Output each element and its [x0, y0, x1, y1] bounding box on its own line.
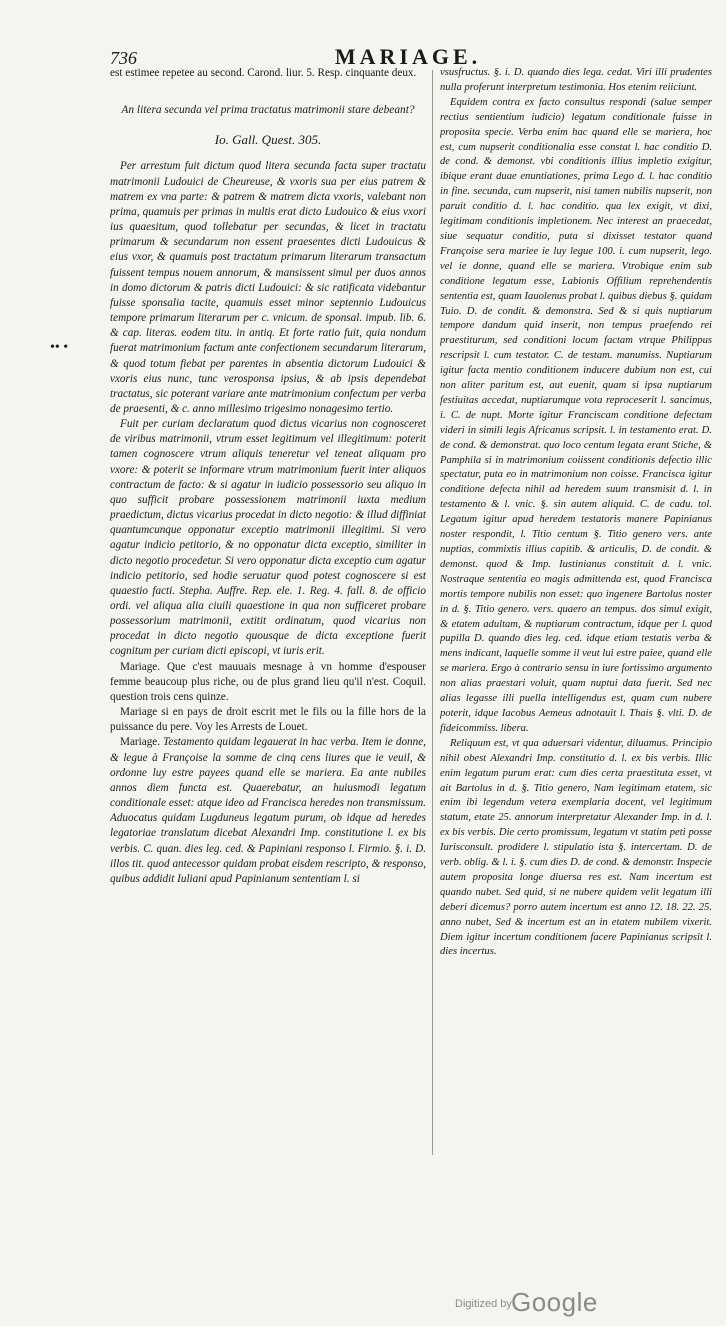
right-paragraph-3: Reliquum est, vt qua aduersari videntur, diluamus. Principio nihil obest Alexandri Imp. constitutio d. l. ex bis verbis. Illic enim legatum purum erat: cum dies certa praestituta esset, vt ait Bartolus in d. §. Titio genero, Nam legitimam etatem, sic enim ibi legendum vetera exemplaria docent, vel legitimum statum, etate 25. annorum interpretatur Alexander Imp. in d. l. ex bis verbis. Die certo promissum, legatum vt statim peti posse Iurisconsult. prodidere l. stipulatio ista §. intercertam. D. de verb. oblig. & l. i. §. cum dies D. de cond. & demonstr. Inspecie autem proposita longe diuersa res est. Nam incertum est quando nubet. Sed quid, si ne nubere quidem velit legatum illi deberi dicemus? porro autem incertum est anno 12. 18. 22. 25. anno nubet, Sed & incertum est an in etatem nubilem vixerit. Diem igitur incertum conditionem facere Papinianus scripsit l. dies incertus.	[440, 737, 712, 958]
entry-lead: Mariage.	[120, 736, 161, 749]
page-number: 736	[110, 48, 137, 68]
right-column	[440, 66, 712, 1156]
section-title: An litera secunda vel prima tractatus matrimonii stare debeant?	[121, 104, 415, 117]
left-paragraph-4: Mariage si en pays de droit escrit met le fils ou la fille hors de la puissance du pere. Voy les Arrests de Louet.	[110, 706, 426, 734]
running-head: MARIAGE.	[334, 44, 482, 69]
digitized-by-label: Digitized by	[455, 1298, 512, 1310]
left-paragraph-5	[110, 735, 426, 887]
left-column	[110, 66, 426, 1156]
entry-body: Testamento quidam legauerat in hac verba. Item ie donne, & legue à Françoise la somme de cinq cens liures que ie veuil, & ordonne luy estre payees quand elle se mariera. Ea ante nubiles annos diem functa est. Quaerebatur, an huiusmodi legatum conditionale esset: atque ideo ad Francisca heredes non transmissum. Aduocatus quidam Lugduneus legatum purum, ob idque ad heredes legatoriae translatum dicebat Alexandri Imp. constitutione l. ex bis verbis. C. quan. dies leg. ced. & Papiniani responso l. Firmio. §. i. D. illos tit. quod antecessor quidam probat eisdem rescripto, & responso, quibus addidit Iuliani apud Papinianum sententiam l. si	[110, 736, 426, 885]
left-paragraph-0: est estimee repetee au second. Carond. liur. 5. Resp. cinquante deux.	[110, 67, 417, 79]
margin-mark: •• •	[50, 340, 69, 355]
left-paragraph-3: Mariage. Que c'est mauuais mesnage à vn homme d'espouser femme beaucoup plus riche, ou de plus grand lieu qu'il n'est. Coquil. question trois cens quinze.	[110, 660, 426, 703]
left-paragraph-1: Per arrestum fuit dictum quod litera secunda facta super tractatu matrimonii Ludouici de Cheureuse, & vxoris sua per eius patrem & matrem ex vna parte: & patrem & matrem dicta vxoris, valebant non prima, quamuis per primas in multis erat dicto Ludouico & eius vxori ius quaesitum, quod tollebatur per secundas, & licet in tractatu primarum & secundarum non essent praesentes dicti Ludouicus & eius vxor, & quamuis post tractatum primarum literarum transactum fuissent tempus nouem annorum, & mansissent simul per duos annos in domo dictorum & patris dicti Ludouici: & sic ratificata videbantur fuisse sponsalia tacite, quamuis esset minor septennio Ludouicus tempore primarum literarum per c. vnicum. de sponsal. impub. lib. 6. & cap. literas. eodem titu. in antiq. Et forte ratio fuit, quia nondum fuerat matrimonium factum ante confectionem secundarum literarum, & quod totum fiebat per parentes in absentia dictorum Ludouici & vxoris eius nunc, tunc verosponsa ipsius, & ab ipsis dependebat tractatus, sic poterant variare ante matrimonium confectum per verba de praesenti, & c. anno millesimo trigesimo nonagesimo tertio.	[110, 160, 426, 415]
digitized-watermark	[455, 1282, 615, 1317]
section-reference: Io. Gall. Quest. 305.	[214, 132, 322, 148]
column-divider	[432, 70, 433, 1155]
left-paragraph-2: Fuit per curiam declaratum quod dictus vicarius non cognosceret de viribus matrimonii, vtrum esset legitimum vel illegitimum: poterit tamen cognoscere vtrum aliquis teneretur vel teneat aliquam pro vxore: & poterit se informare vtrum matrimonium fuerit inter aliquos contractum de facto: & si agatur in iudicio possessorio seu aliquo in quo sufficit probare possessionem matrimonii iuxta medium praedictum, dictus vicarius procedat in dicto negotio: & illud diffiniat quantumcunque opponatur exceptio matrimonii illegitimi. Si vero agatur indicio petitorio, & no opponatur dicta exceptio, similiter in dicto negotio procedetur. Si vero opponatur dicta exceptio cum agatur indicio petitorio, sed hodie seruatur quod potest cognoscere si est quaestio facti. Stepha. Auffre. Rep. ele. 1. Reg. 4. fall. 8. de officio ordi. vel aliqua alia ciuili quaestione in qua non sufficeret probare possessorium matrimonii, extitit ordinatum, quod vicarius non procedat in dicto negotio quousque de dicta exceptione fuerit cognitum per curiam dicti episcopi, vt iuris erit.	[110, 418, 426, 658]
right-paragraph-1: vsusfructus. §. i. D. quando dies lega. cedat. Viri illi prudentes nulla proferunt interpretum testimonia. Hos etenim reiiciunt.	[440, 67, 712, 93]
google-logo-text: Google	[511, 1287, 598, 1317]
right-paragraph-2: Equidem contra ex facto consultus respondi (salue semper rectius sentientium iudicio) legatum conditionale fuisse in proposita specie. Verba enim hac quand elle se mariera, hoc est, cum nupserit conditionalia esse constat l. hac conditio D. de cond. & demonst. vbi conditionis illius impletio exigitur, ibique erant duae enuntiationes, prima Lego d. l. hac conditio in fine. secunda, cum nupserit, nisi tamen nubilis nupserit, non paruit conditio d. l. hac conditio. qua lex exigit, vt dixi, legitimam conditionis impletionem. Nec interest an praecedat, siue sequatur conditio, puta si dixisset testator quand Françoise sera mariee ie luy legue 100. i. cum nupserit, lego. vel ie donne, quand elle se mariera. Vtrobique enim sub conditione legatum esse, Labionis Offilium reprehendentis sententia est, quam Iauolenus probat l. quibus diebus §. quidam Tuio. D. de condit. & demonstra. Sed & si quis nuptiarum tempore dandum quid inserit, non tempus praefendo rei praestiturum, sed conditioni locum factam vtrque Philippus rescripsit l. cum testator. C. de testam. manumiss. Nuptiarum igitur facta mentio conditionem inducere dubium non est, cui non aliter paritum est, aut euenit, quam si ipsa nuptiarum festiuitas accedat, nuptiarumque vota reproceserit l. sancimus, i. C. de nupt. Morte igitur Franciscam conditione defectam videri in simili legis Africanus scripsit. l. in testamento erat. D. de cond. & demonstrat. quo loco centum legata erant Stiche, & Pamphila si in matrimonium coiissent conditionis defectio illic spectatur, puta eo in matrimonium non coisse. Francisca igitur conditione defecta nihil ad heredem suum transmisit d. l. in testamento & l. vnic. §. sin autem aliquid. C. de cadu. tol. Legatum igitur apud heredem testatoris manere Papinianus noster respondit, l. Titio centum §. Titio genero vers. ante nuptias, commixtis illius capitib. & articulis, D. de condit. & demonst. quod & Imp. Iustinianus constituit d. l. vnic. Nostraque sententia eo magis admittenda est, quod Francisca mortis tempore nubilis non esset: quo ingenere Bartolus noster in d. §. Titio genero. vers. quaero an tempus. dos simul exigit, & etatem adultam, & nuptiarum contractum, idque per l. quod pupilla D. quando dies leg. ced. idque etiam testatis verba & mens indicant, laquelle somme il veut lui estre paiee, quand elle se mariera. Ergo à contrario sensu in iure fortissimo argumento non alias praestari voluit, quam nuptui data fuerit. Sed nec alias legasse illi puella intelligendus est, quam cum nubere poterit, idque Iacobus Aemeus adnotauit l. Thais §. vlti. D. de fideicommiss. libera.	[440, 96, 712, 734]
